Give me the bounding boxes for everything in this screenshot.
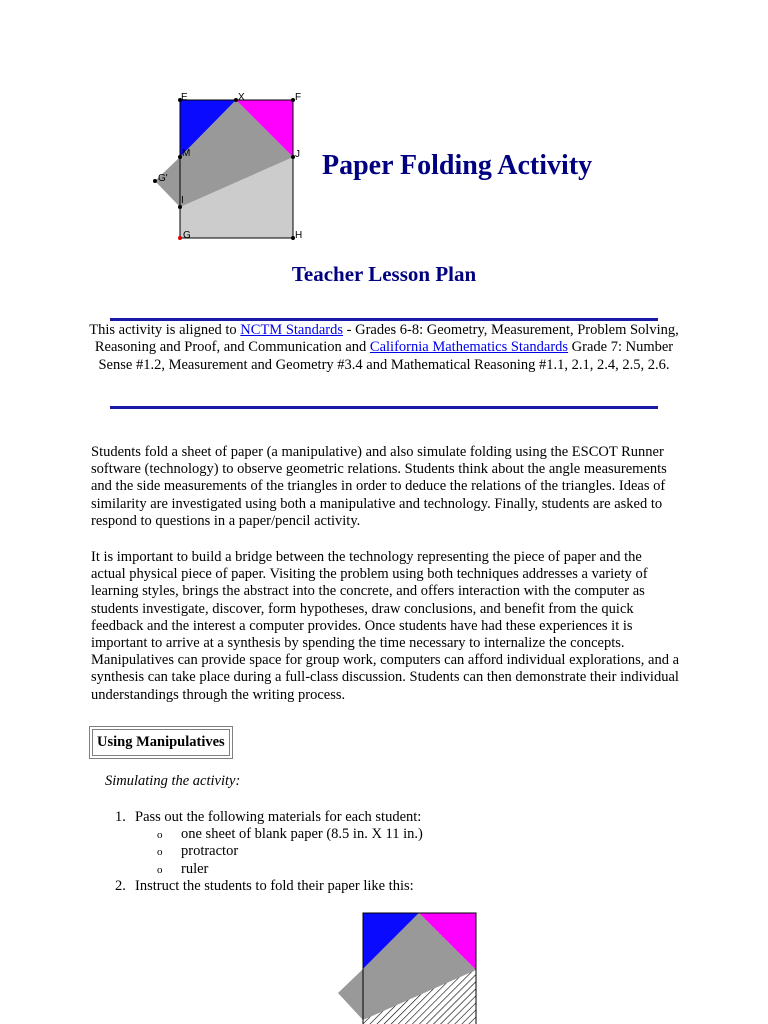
bullet-icon: o	[157, 863, 163, 876]
bullet-icon: o	[157, 846, 163, 859]
bullet-icon: o	[157, 829, 163, 842]
material-item: o one sheet of blank paper (8.5 in. X 11 in.)	[0, 826, 768, 843]
label-g-prime: G'	[158, 173, 168, 184]
section-heading-box	[89, 726, 233, 759]
page-title: Paper Folding Activity	[322, 150, 593, 181]
step-2-number: 2.	[115, 877, 126, 894]
page-subtitle: Teacher Lesson Plan	[291, 262, 477, 286]
alignment-text-3: Grade 7: Number Sense #1.2, Measurement and Geometry #3.4 and Mathematical Reasoning #1.1, 2.1, 2.4, 2.5, 2.6.	[98, 339, 674, 373]
alignment-text-1: This activity is aligned to	[89, 322, 241, 338]
label-j: J	[295, 149, 300, 160]
label-h: H	[295, 230, 303, 241]
step-1-text: Pass out the following materials for each student:	[135, 809, 422, 825]
label-m: M	[182, 148, 191, 159]
section-intro: Simulating the activity:	[105, 773, 241, 789]
steps-list	[0, 809, 768, 895]
step-1-number: 1.	[115, 809, 126, 825]
alignment-text-2: - Grades 6-8: Geometry, Measurement, Problem Solving, Reasoning and Proof, and Communication and	[94, 322, 679, 356]
label-e: E	[181, 92, 188, 103]
top-divider	[110, 318, 658, 321]
bottom-divider	[110, 406, 658, 409]
fold-instruction-diagram	[335, 910, 480, 1024]
point-marker-g	[178, 236, 182, 240]
step-1	[0, 809, 768, 878]
step-2-text: Instruct the students to fold their paper like this:	[135, 877, 414, 894]
material-item: o protractor	[0, 843, 768, 860]
step-2	[0, 878, 768, 895]
paper-fold-diagram	[150, 90, 310, 250]
label-x: X	[238, 92, 245, 103]
materials-list	[135, 826, 768, 878]
standards-alignment	[86, 322, 682, 374]
label-f: F	[295, 92, 302, 103]
intro-paragraph: Students fold a sheet of paper (a manipulative) and also simulate folding using the ESCOT Runner software (technology) to observe geometric relations. Students think about the angle measurements and the side measurements of the triangles in order to deduce the relations of the triangles. Ideas of similarity are investigated using both a manipulative and technology. Finally, students are asked to respond to questions in a paper/pencil activity.	[91, 444, 667, 529]
bridge-paragraph: It is important to build a bridge between the technology representing the piece of paper and the actual physical piece of paper. Visiting the problem using both techniques addresses a variety of learning styles, brings the abstract into the concrete, and offers interaction with the computer as students investigate, discover, form hypotheses, draw conclusions, and benefit from the quick feedback and the interest a computer provides. Once students have had these experiences it is important to arrive at a synthesis by spending the time necessary to internalize the concepts. Manipulatives can provide space for group work, computers can afford individual explorations, and a synthesis can take place during a full-class discussion. Students can then demonstrate their individual understandings through the writing process.	[91, 549, 680, 703]
section-heading: Using Manipulatives	[92, 729, 230, 756]
label-g: G	[183, 230, 191, 241]
nctm-standards-link[interactable]: NCTM Standards	[240, 322, 344, 338]
point-marker-g-prime	[153, 179, 157, 183]
california-standards-link[interactable]: California Mathematics Standards	[369, 339, 569, 356]
material-item: o ruler	[0, 861, 768, 878]
label-i: I	[181, 195, 184, 206]
